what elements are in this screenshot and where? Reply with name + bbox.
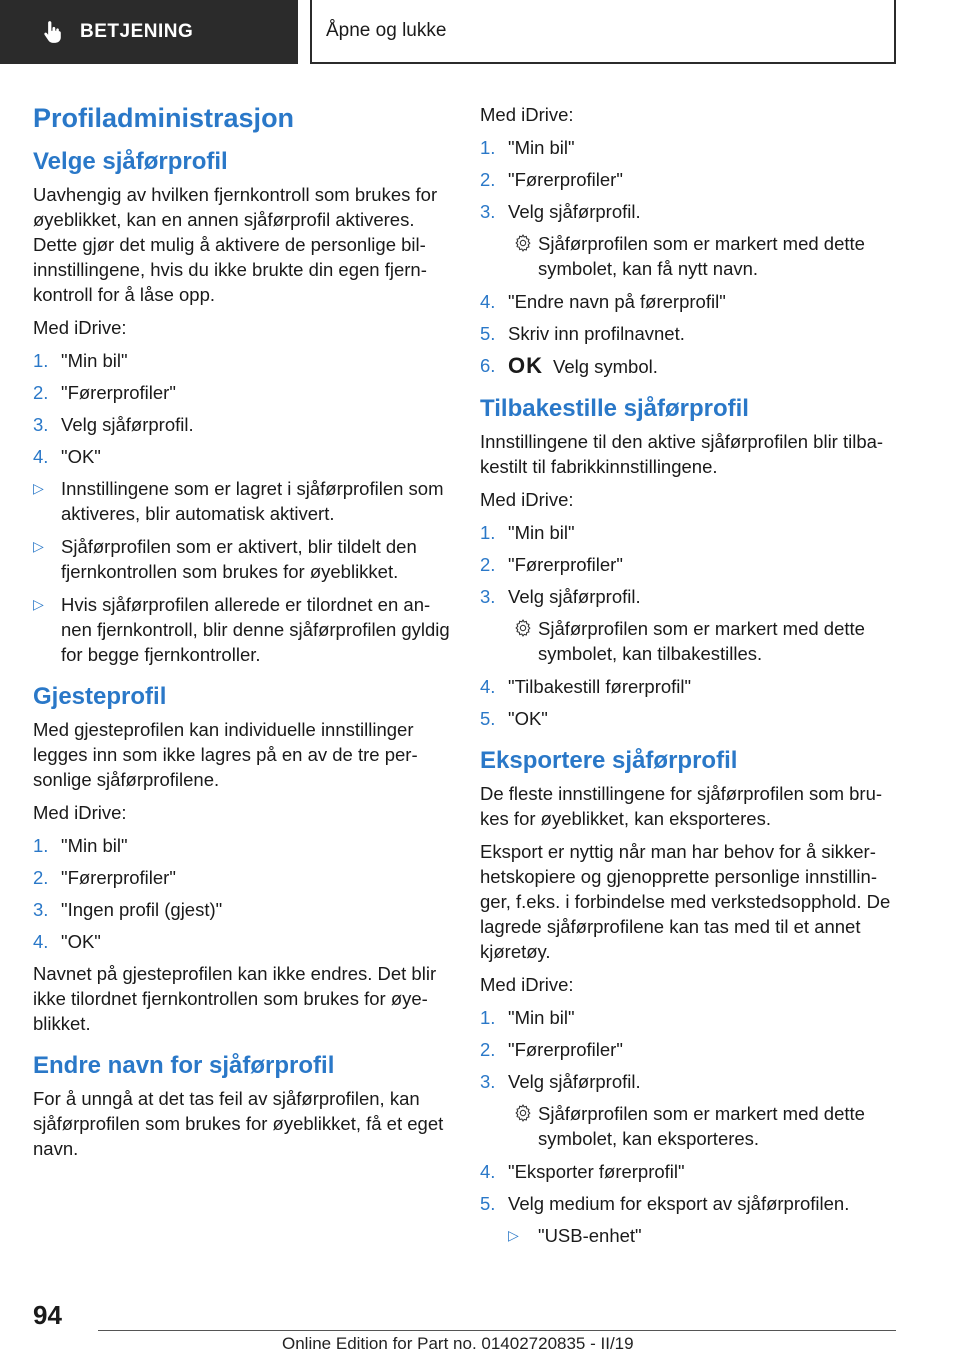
sub-bullet: ▷ "USB-enhet" xyxy=(508,1225,642,1246)
list-item: 1. "Min bil" xyxy=(480,522,575,543)
triangle-bullet-icon: ▷ xyxy=(33,480,44,496)
footer-divider xyxy=(98,1330,896,1331)
gear-icon xyxy=(508,1101,538,1123)
note: Sjåførprofilen som er markert med dette symbolet, kan eksporteres. xyxy=(508,1101,898,1151)
left-column xyxy=(33,100,451,1169)
paragraph: Innstillingene til den aktive sjåførprofilen blir tilbakestilt til fabrikkinnstillingene. xyxy=(480,431,884,477)
list-item: ▷ Hvis sjåførprofilen allerede er tilordnet en annen fjernkontroll, blir denne sjåførprofilen gyldig for begge fjernkontroller. xyxy=(33,594,450,665)
list-item: 6. OK Velg symbol. xyxy=(480,353,658,378)
page-title: Profiladministrasjon xyxy=(33,103,295,133)
paragraph: Eksport er nyttig når man har behov for å sikkerhetskopiere og gjenopprette personlige innstillinger, f.eks. i forbindelse med verkstedsopphold. De lagrede sjåførprofilene kan tas med til et annet kjøretøy. xyxy=(480,841,891,962)
list-item: 3. Velg sjåførprofil. xyxy=(33,414,194,435)
list-item: 5. Velg medium for eksport av sjåførprofilen. xyxy=(480,1193,850,1214)
pointing-hand-icon xyxy=(40,19,66,45)
list-item: 2. "Førerprofiler" xyxy=(480,169,623,190)
bullet-list xyxy=(33,476,451,667)
list-item: 1. "Min bil" xyxy=(33,350,128,371)
list-item: 1. "Min bil" xyxy=(480,137,575,158)
paragraph: Med iDrive: xyxy=(480,489,574,510)
step-list xyxy=(480,674,898,731)
heading-endre-navn: Endre navn for sjåførprofil xyxy=(33,1052,335,1079)
step-list xyxy=(33,348,451,469)
step-list xyxy=(480,135,898,224)
list-item: 3. Velg sjåførprofil. xyxy=(480,201,641,222)
note: Sjåførprofilen som er markert med dette symbolet, kan få nytt navn. xyxy=(508,231,898,281)
heading-eksportere: Eksportere sjåførprofil xyxy=(480,747,738,774)
list-item: 5. "OK" xyxy=(480,708,548,729)
step-list xyxy=(480,289,898,379)
list-item: 5. Skriv inn profilnavnet. xyxy=(480,323,685,344)
list-item: 4. "OK" xyxy=(33,931,101,952)
list-item: ▷ Sjåførprofilen som er aktivert, blir tildelt den fjernkontrollen som brukes for øyeblikket. xyxy=(33,536,417,582)
list-item: 2. "Førerprofiler" xyxy=(33,867,176,888)
list-item: 3. Velg sjåførprofil. xyxy=(480,586,641,607)
list-item: 2. "Førerprofiler" xyxy=(480,554,623,575)
page-number: 94 xyxy=(33,1300,62,1330)
list-item: 3. "Ingen profil (gjest)" xyxy=(33,899,223,920)
gear-icon xyxy=(508,231,538,253)
list-item: 1. "Min bil" xyxy=(480,1007,575,1028)
heading-gjesteprofil: Gjesteprofil xyxy=(33,683,167,710)
list-item: 4. "Endre navn på førerprofil" xyxy=(480,291,726,312)
section-tab xyxy=(0,0,298,64)
list-item: 4. "Eksporter førerprofil" xyxy=(480,1161,685,1182)
paragraph: For å unngå at det tas feil av sjåførprofilen, kan sjåførprofilen som brukes for øyeblikket, få et eget navn. xyxy=(33,1088,444,1159)
paragraph: Navnet på gjesteprofilen kan ikke endres. Det blir ikke tilordnet fjernkontrollen som brukes for øyeblikket. xyxy=(33,963,437,1034)
chapter-label: Åpne og lukke xyxy=(326,20,447,41)
list-item: 2. "Førerprofiler" xyxy=(33,382,176,403)
paragraph: Med iDrive: xyxy=(480,974,574,995)
step-list xyxy=(480,1005,898,1094)
triangle-bullet-icon: ▷ xyxy=(508,1227,519,1243)
paragraph: De fleste innstillingene for sjåførprofilen som brukes for øyeblikket, kan eksporteres. xyxy=(480,783,883,829)
note: Sjåførprofilen som er markert med dette symbolet, kan tilbakestilles. xyxy=(508,616,898,666)
list-item: ▷ Innstillingene som er lagret i sjåførprofilen som aktiveres, blir automatisk aktivert. xyxy=(33,478,444,524)
triangle-bullet-icon: ▷ xyxy=(33,596,44,612)
right-column xyxy=(480,102,898,1248)
paragraph: Med gjesteprofilen kan individuelle innstillinger legges inn som ikke lagres på en av de tre personlige sjåførprofilene. xyxy=(33,719,418,790)
section-label: BETJENING xyxy=(80,21,194,42)
heading-velge: Velge sjåførprofil xyxy=(33,148,228,175)
list-item: 3. Velg sjåførprofil. xyxy=(480,1071,641,1092)
paragraph: Med iDrive: xyxy=(33,317,127,338)
list-item: 2. "Førerprofiler" xyxy=(480,1039,623,1060)
heading-tilbakestille: Tilbakestille sjåførprofil xyxy=(480,395,749,422)
ok-icon: OK xyxy=(508,353,543,378)
triangle-bullet-icon: ▷ xyxy=(33,538,44,554)
step-list xyxy=(480,520,898,609)
edition-note: Online Edition for Part no. 01402720835 - II/19 xyxy=(282,1334,634,1353)
step-list xyxy=(33,833,451,954)
gear-icon xyxy=(508,616,538,638)
list-item: 1. "Min bil" xyxy=(33,835,128,856)
paragraph: Uavhengig av hvilken fjernkontroll som brukes for øyeblikket, kan en annen sjåførprofil aktiveres. Dette gjør det mulig å aktivere de personlige bilinnstillingene, hvis du ikke brukte din egen fjernkontroll for å låse opp. xyxy=(33,184,438,305)
chapter-tab xyxy=(310,0,896,64)
paragraph: Med iDrive: xyxy=(33,802,127,823)
paragraph: Med iDrive: xyxy=(480,104,574,125)
list-item: 4. "Tilbakestill førerprofil" xyxy=(480,676,692,697)
step-list xyxy=(480,1159,898,1216)
list-item: 4. "OK" xyxy=(33,446,101,467)
